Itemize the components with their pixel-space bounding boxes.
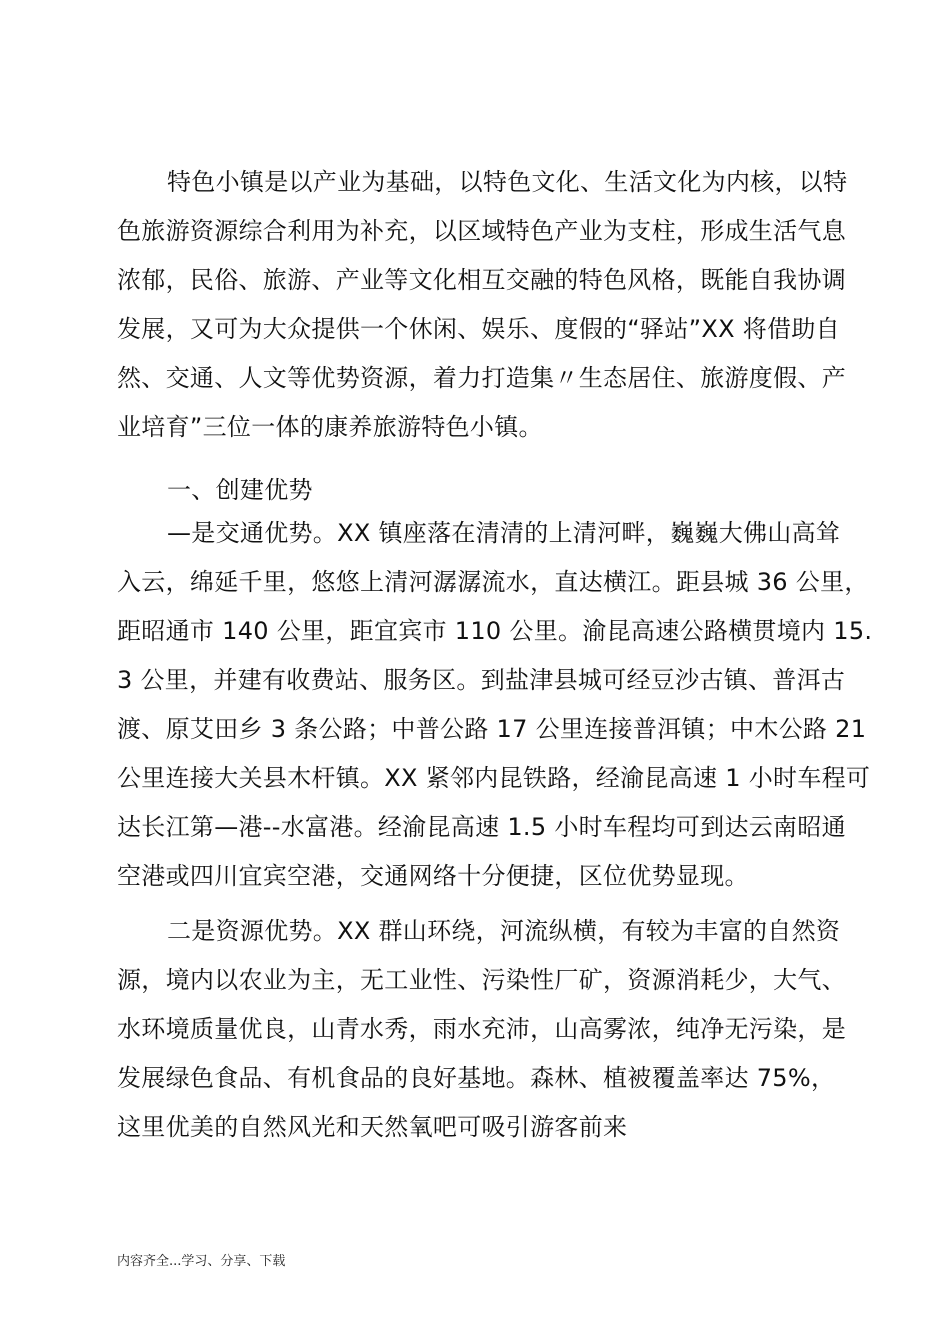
- transport-line-3: 距昭通市 140 公里，距宜宾市 110 公里。渝昆高速公路横贯境内 15.: [117, 617, 873, 645]
- resources-line-1: 二是资源优势。XX 群山环绕，河流纵横，有较为丰富的自然资: [167, 917, 841, 945]
- transport-line-7: 达长江第—港--水富港。经渝昆高速 1.5 小时车程均可到达云南昭通: [117, 813, 846, 841]
- transport-line-2: 入云，绵延千里，悠悠上清河潺潺流水，直达横江。距县城 36 公里，: [117, 568, 869, 596]
- transport-line-5: 渡、原艾田乡 3 条公路；中普公路 17 公里连接普洱镇；中木公路 21: [117, 715, 867, 743]
- page-footer: 内容齐全...学习、分享、下载: [117, 1254, 286, 1269]
- transport-line-8: 空港或四川宜宾空港，交通网络十分便捷，区位优势显现。: [117, 862, 749, 890]
- resources-line-4: 发展绿色食品、有机食品的良好基地。森林、植被覆盖率达 75%，: [117, 1064, 836, 1092]
- intro-line-1: 特色小镇是以产业为基础，以特色文化、生活文化为内核，以特: [167, 168, 848, 196]
- intro-line-4: 发展，又可为大众提供一个休闲、娱乐、度假的“驿站”XX 将借助自: [117, 315, 840, 343]
- intro-line-3: 浓郁，民俗、旅游、产业等文化相互交融的特色风格，既能自我协调: [117, 266, 846, 294]
- intro-line-5: 然、交通、人文等优势资源，着力打造集〃生态居住、旅游度假、产: [117, 364, 846, 392]
- transport-line-1: —是交通优势。XX 镇座落在清清的上清河畔，巍巍大佛山高耸: [167, 519, 841, 547]
- resources-line-2: 源，境内以农业为主，无工业性、污染性厂矿，资源消耗少，大气、: [117, 966, 846, 994]
- section-heading: 一、创建优势: [167, 476, 313, 504]
- transport-line-6: 公里连接大关县木杆镇。XX 紧邻内昆铁路，经渝昆高速 1 小时车程可: [117, 764, 871, 792]
- transport-line-4: 3 公里，并建有收费站、服务区。到盐津县城可经豆沙古镇、普洱古: [117, 666, 846, 694]
- resources-line-5: 这里优美的自然风光和天然氧吧可吸引游客前来: [117, 1113, 628, 1141]
- intro-line-2: 色旅游资源综合利用为补充，以区域特色产业为支柱，形成生活气息: [117, 217, 846, 245]
- resources-line-3: 水环境质量优良，山青水秀，雨水充沛，山高雾浓，纯净无污染，是: [117, 1015, 846, 1043]
- intro-line-6: 业培育”三位一体的康养旅游特色小镇。: [117, 413, 543, 441]
